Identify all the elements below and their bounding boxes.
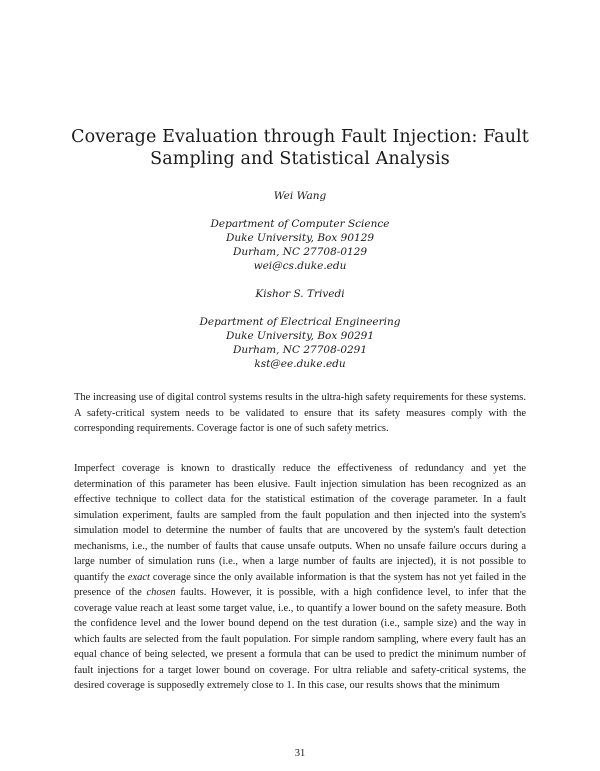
author-block-1 bbox=[100, 189, 500, 273]
author-university: Duke University, Box 90291 bbox=[225, 330, 375, 342]
author-department: Department of Electrical Engineering bbox=[199, 316, 401, 328]
author-university: Duke University, Box 90129 bbox=[225, 232, 375, 244]
emphasis-chosen: chosen bbox=[146, 587, 176, 598]
abstract-paragraph-1: The increasing use of digital control systems results in the ultra-high safety requirements for these systems. A safety-critical system needs to be validated to ensure that its safety measures comply with the corresponding requirements. Coverage factor is one of such safety metrics. bbox=[74, 392, 526, 434]
author-department: Department of Computer Science bbox=[210, 218, 390, 230]
emphasis-exact: exact bbox=[127, 571, 150, 583]
abstract-text: coverage since the only available information is that the system has not yet failed in the presence of the bbox=[74, 571, 526, 598]
paper-title bbox=[60, 126, 540, 170]
author-city: Durham, NC 27708-0291 bbox=[232, 344, 368, 356]
title-line-2: Sampling and Statistical Analysis bbox=[150, 149, 450, 169]
author-block-2 bbox=[100, 287, 500, 371]
abstract-text: faults. However, it is possible, with a high confidence level, to infer that the coverage value reach at least some target value, i.e., to quantify a lower bound on the safety measure. Both the confidence level and the lower bound depend on the test duration (i.e., sample size) and the way in which faults are selected from the fault population. For simple random sampling, where every fault has an equal chance of being selected, we present a formula that can be used to predict the minimum number of fault injections for a target lower bound on coverage. For ultra reliable and safety-critical systems, the desired coverage is supposedly extremely close to 1. In this case, our results shows that the minimum bbox=[74, 587, 526, 691]
page-number: 31 bbox=[294, 748, 306, 759]
author-name: Wei Wang bbox=[273, 190, 327, 202]
abstract-paragraph-2 bbox=[74, 461, 526, 694]
author-city: Durham, NC 27708-0129 bbox=[232, 246, 368, 258]
title-line-1: Coverage Evaluation through Fault Injection: Fault bbox=[71, 127, 529, 147]
author-email: kst@ee.duke.edu bbox=[254, 358, 346, 370]
abstract-text: Imperfect coverage is known to drastically reduce the effectiveness of redundancy and yet the determination of this parameter has been elusive. Fault injection simulation has been recognized as an effective technique to collect data for the statistical estimation of the coverage parameter. In a fault simulation experiment, faults are sampled from the fault population and then injected into the system's simulation model to determine the number of faults that are uncovered by the system's fault detection mechanisms, i.e., the number of faults that cause unsafe outputs. When no unsafe failure occurs during a large number of simulation runs (i.e., when a large number of faults are injected), it is not possible to quantify the bbox=[74, 463, 526, 583]
author-email: wei@cs.duke.edu bbox=[253, 260, 347, 272]
author-name: Kishor S. Trivedi bbox=[255, 288, 345, 300]
